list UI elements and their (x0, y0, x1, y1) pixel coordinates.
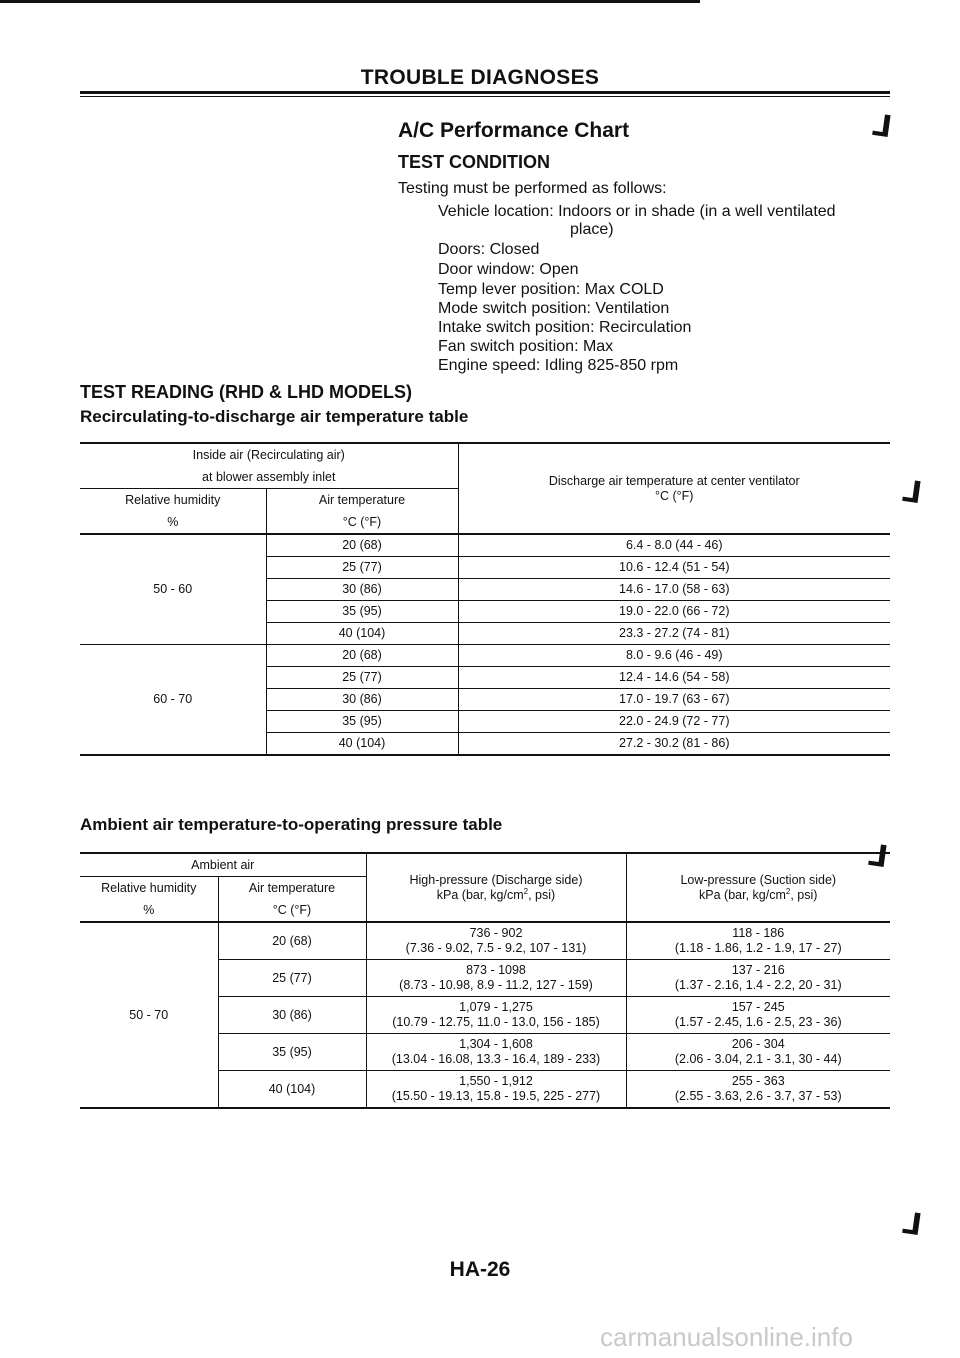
revision-mark-icon: ⅃ (865, 838, 890, 875)
discharge-cell: 14.6 - 17.0 (58 - 63) (458, 579, 890, 601)
high-pressure-cell: 736 - 902 (7.36 - 9.02, 7.5 - 9.2, 107 - 131) (366, 922, 626, 960)
air-temp-cell: 25 (77) (218, 960, 366, 997)
low-pressure-header: Low-pressure (Suction side) kPa (bar, $kg/cm^2$, psi) (626, 853, 890, 922)
discharge-cell: 19.0 - 22.0 (66 - 72) (458, 601, 890, 623)
condition-item: Engine speed: Idling 825-850 rpm (438, 357, 679, 374)
humidity-header: Relative humidity (80, 877, 218, 900)
humidity-cell: 50 - 70 (80, 922, 218, 1108)
condition-item: Door window: Open (438, 261, 579, 278)
air-temp-cell: 35 (95) (266, 601, 458, 623)
air-temp-cell: 30 (86) (266, 689, 458, 711)
header-rule-thin (80, 96, 890, 97)
condition-item: Vehicle location: Indoors or in shade (in a well ventilated (438, 203, 836, 220)
test-condition-intro: Testing must be performed as follows: (398, 180, 667, 197)
air-temp-cell: 20 (68) (266, 534, 458, 557)
humidity-cell: 60 - 70 (80, 645, 266, 756)
inside-air-header-line2: at blower assembly inlet (202, 469, 336, 484)
condition-item: Mode switch position: Ventilation (438, 300, 670, 317)
air-temp-header: Air temperature (218, 877, 366, 900)
page-number: HA-26 (449, 1258, 511, 1281)
humidity-unit: % (143, 902, 155, 917)
page-header: TROUBLE DIAGNOSES (360, 66, 600, 89)
air-temp-cell: 35 (95) (266, 711, 458, 733)
pressure-table (80, 852, 890, 1109)
air-temp-header: Air temperature (266, 489, 458, 512)
recirculating-temperature-table (80, 442, 890, 756)
air-temp-cell: 30 (86) (266, 579, 458, 601)
test-reading-heading: TEST READING (RHD & LHD MODELS) (80, 382, 412, 402)
air-temp-cell: 35 (95) (218, 1034, 366, 1071)
condition-item: Temp lever position: Max COLD (438, 281, 664, 298)
discharge-cell: 17.0 - 19.7 (63 - 67) (458, 689, 890, 711)
discharge-cell: 27.2 - 30.2 (81 - 86) (458, 733, 890, 756)
humidity-header: Relative humidity (80, 489, 266, 512)
high-pressure-cell: 1,550 - 1,912 (15.50 - 19.13, 15.8 - 19.5, 225 - 277) (366, 1071, 626, 1109)
high-pressure-cell: 1,304 - 1,608 (13.04 - 16.08, 13.3 - 16.4, 189 - 233) (366, 1034, 626, 1071)
low-pressure-cell: 255 - 363 (2.55 - 3.63, 2.6 - 3.7, 37 - 53) (626, 1071, 890, 1109)
air-temp-cell: 25 (77) (266, 557, 458, 579)
air-temp-unit: °C (°F) (266, 511, 458, 534)
high-pressure-header: High-pressure (Discharge side) kPa (bar, $kg/cm^2$, psi) (366, 853, 626, 922)
discharge-cell: 10.6 - 12.4 (51 - 54) (458, 557, 890, 579)
discharge-header: Discharge air temperature at center ventilator °C (°F) (458, 443, 890, 534)
air-temp-unit: °C (°F) (218, 899, 366, 922)
table1-title: Recirculating-to-discharge air temperature table (80, 407, 469, 426)
inside-air-header: Inside air (Recirculating air) (80, 443, 458, 466)
table2-title: Ambient air temperature-to-operating pressure table (80, 815, 503, 834)
discharge-cell: 6.4 - 8.0 (44 - 46) (458, 534, 890, 557)
condition-item: Fan switch position: Max (438, 338, 614, 355)
revision-mark-icon: ⅃ (899, 1206, 924, 1243)
air-temp-cell: 40 (104) (218, 1071, 366, 1109)
air-temp-cell: 20 (68) (218, 922, 366, 960)
low-pressure-cell: 118 - 186 (1.18 - 1.86, 1.2 - 1.9, 17 - 27) (626, 922, 890, 960)
top-border-line (0, 0, 700, 3)
humidity-cell: 50 - 60 (80, 534, 266, 645)
watermark: carmanualsonline.info (600, 1322, 853, 1352)
air-temp-cell: 40 (104) (266, 733, 458, 756)
high-pressure-cell: 873 - 1098 (8.73 - 10.98, 8.9 - 11.2, 127 - 159) (366, 960, 626, 997)
ambient-air-header: Ambient air (80, 853, 366, 877)
header-rule (80, 91, 890, 94)
discharge-cell: 22.0 - 24.9 (72 - 77) (458, 711, 890, 733)
air-temp-cell: 30 (86) (218, 997, 366, 1034)
low-pressure-cell: 137 - 216 (1.37 - 2.16, 1.4 - 2.2, 20 - 31) (626, 960, 890, 997)
discharge-cell: 12.4 - 14.6 (54 - 58) (458, 667, 890, 689)
air-temp-cell: 25 (77) (266, 667, 458, 689)
humidity-unit: % (167, 514, 179, 529)
section-title: A/C Performance Chart (398, 119, 630, 142)
low-pressure-cell: 206 - 304 (2.06 - 3.04, 2.1 - 3.1, 30 - 44) (626, 1034, 890, 1071)
air-temp-cell: 40 (104) (266, 623, 458, 645)
air-temp-cell: 20 (68) (266, 645, 458, 667)
test-condition-heading: TEST CONDITION (398, 152, 550, 172)
condition-item: Doors: Closed (438, 241, 540, 258)
revision-mark-icon: ⅃ (869, 108, 894, 145)
high-pressure-cell: 1,079 - 1,275 (10.79 - 12.75, 11.0 - 13.0, 156 - 185) (366, 997, 626, 1034)
low-pressure-cell: 157 - 245 (1.57 - 2.45, 1.6 - 2.5, 23 - 36) (626, 997, 890, 1034)
condition-item: Intake switch position: Recirculation (438, 319, 692, 336)
discharge-cell: 8.0 - 9.6 (46 - 49) (458, 645, 890, 667)
condition-item: place) (570, 221, 614, 238)
discharge-cell: 23.3 - 27.2 (74 - 81) (458, 623, 890, 645)
revision-mark-icon: ⅃ (899, 474, 924, 511)
